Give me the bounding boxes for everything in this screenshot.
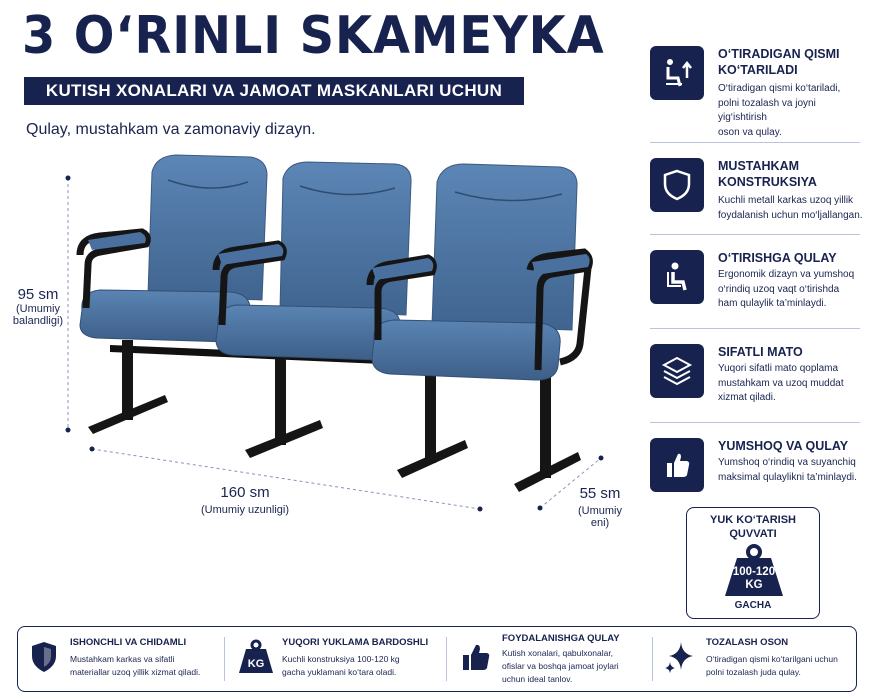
feature-seat-lift-title-1: O‘TIRADIGAN QISMI: [718, 47, 840, 61]
feature-divider: [650, 142, 860, 143]
thumbs-up-icon: [458, 639, 494, 675]
feature-fabric-desc-3: xizmat qiladi.: [718, 392, 776, 403]
fabric-layers-icon: [650, 344, 704, 398]
benefit-usability-desc-1: Kutish xonalari, qabulxonalar,: [502, 648, 614, 658]
benefit-usability-desc-2: ofislar va boshqa jamoat joylari: [502, 660, 619, 671]
benefit-reliable-desc-2: materiallar uzoq yillik xizmat qiladi.: [70, 666, 201, 677]
kg-weight-icon: [238, 639, 274, 675]
capacity-title-1: YUK KO‘TARISH: [710, 514, 796, 526]
width-dimension: [570, 485, 630, 529]
height-label-1: (Umumiy: [16, 303, 60, 315]
capacity-value-2: KG: [745, 578, 763, 591]
capacity-title-2: QUVVATI: [729, 527, 777, 540]
feature-fabric-desc-2: mustahkam va uzoq muddat: [718, 377, 844, 389]
kg-icon-label: KG: [247, 658, 265, 670]
benefit-cleaning: [654, 627, 854, 691]
feature-construction-desc-2: foydalanish uchun mo‘ljallangan.: [718, 209, 863, 221]
height-label-2: balandligi): [12, 315, 64, 327]
width-label-1: (Umumiy: [578, 505, 622, 517]
benefit-divider: [446, 637, 447, 681]
feature-divider: [650, 234, 860, 235]
benefit-usability-title: FOYDALANISHGA QULAY: [502, 633, 620, 644]
benefit-cleaning-title: TOZALASH OSON: [706, 637, 789, 648]
benefit-divider: [224, 637, 225, 681]
bottom-benefits-bar: [17, 626, 857, 692]
page-title: 3 O‘RINLI SKAMEYKA: [22, 6, 605, 66]
width-value: 55 sm: [579, 485, 621, 502]
benefit-cleaning-desc-2: polni tozalash juda qulay.: [706, 666, 801, 677]
height-value: 95 sm: [17, 286, 59, 303]
feature-seat-lift-desc-2: polni tozalash va joyni yig‘ishtirish: [718, 97, 816, 123]
feature-fabric-title: SIFATLI MATO: [718, 345, 803, 359]
benefit-divider: [652, 637, 653, 681]
benefit-cleaning-desc-1: O‘tiradigan qismi ko‘tarilgani uchun: [706, 654, 838, 664]
feature-divider: [650, 422, 860, 423]
feature-seat-lift-title-2: KO‘TARILADI: [718, 63, 798, 78]
feature-construction-title-1: MUSTAHKAM: [718, 159, 800, 173]
benefit-reliable-title: ISHONCHLI VA CHIDAMLI: [70, 637, 187, 648]
benefit-load-desc-1: Kuchli konstruksiya 100-120 kg: [282, 654, 400, 664]
benefit-usability: [450, 627, 650, 691]
feature-comfort-sitting-title: O‘TIRISHGA QULAY: [718, 251, 837, 265]
length-value: 160 sm: [220, 484, 270, 501]
thumbs-up-icon: [650, 438, 704, 492]
subtitle-banner: KUTISH XONALARI VA JAMOAT MASKANLARI UCHUN: [24, 77, 524, 105]
length-label: (Umumiy uzunligi): [200, 504, 290, 516]
feature-comfort-sitting-desc-3: ham qulaylik ta’minlaydi.: [718, 298, 827, 309]
seat-lift-icon: [650, 46, 704, 100]
feature-comfort-sitting-desc-1: Ergonomik dizayn va yumshoq: [718, 269, 855, 280]
feature-seat-lift-desc-3: oson va qulay.: [718, 126, 782, 138]
feature-fabric-desc-1: Yuqori sifatli mato qoplama: [718, 363, 839, 374]
benefit-load-desc-2: gacha yuklamani ko‘tara oladi.: [282, 666, 397, 677]
feature-seat-lift-desc-1: O‘tiradigan qismi ko‘tariladi,: [718, 83, 841, 94]
width-label-2: eni): [590, 517, 610, 529]
shield-check-icon: [26, 639, 62, 675]
tagline: Qulay, mustahkam va zamonaviy dizayn.: [26, 121, 316, 138]
feature-construction-desc-1: Kuchli metall karkas uzoq yillik: [718, 195, 854, 206]
capacity-box: [686, 507, 820, 619]
feature-soft-title: YUMSHOQ VA QULAY: [718, 439, 849, 453]
feature-soft-desc-2: maksimal qulaylikni ta’minlaydi.: [718, 471, 857, 483]
sparkle-icon: [662, 639, 698, 675]
height-dimension: [6, 286, 70, 327]
capacity-value-1: 100-120: [732, 566, 776, 578]
benefit-load-title: YUQORI YUKLAMA BARDOSHLI: [282, 637, 429, 648]
bench-illustration: [0, 140, 640, 520]
benefit-reliable: [18, 627, 223, 691]
feature-divider: [650, 328, 860, 329]
capacity-caption: GACHA: [734, 600, 772, 611]
length-dimension: [190, 484, 300, 516]
benefit-reliable-desc-1: Mustahkam karkas va sifatli: [70, 654, 175, 664]
shield-icon: [650, 158, 704, 212]
feature-soft-desc-1: Yumshoq o‘rindiq va suyanchiq: [718, 457, 856, 468]
sitting-person-icon: [650, 250, 704, 304]
benefit-load: [230, 627, 440, 691]
feature-comfort-sitting-desc-2: o‘rindiq uzoq vaqt o‘tirishda: [718, 283, 840, 295]
feature-construction-title-2: KONSTRUKSIYA: [718, 175, 817, 190]
benefit-usability-desc-3: uchun ideal tanlov.: [502, 673, 573, 684]
